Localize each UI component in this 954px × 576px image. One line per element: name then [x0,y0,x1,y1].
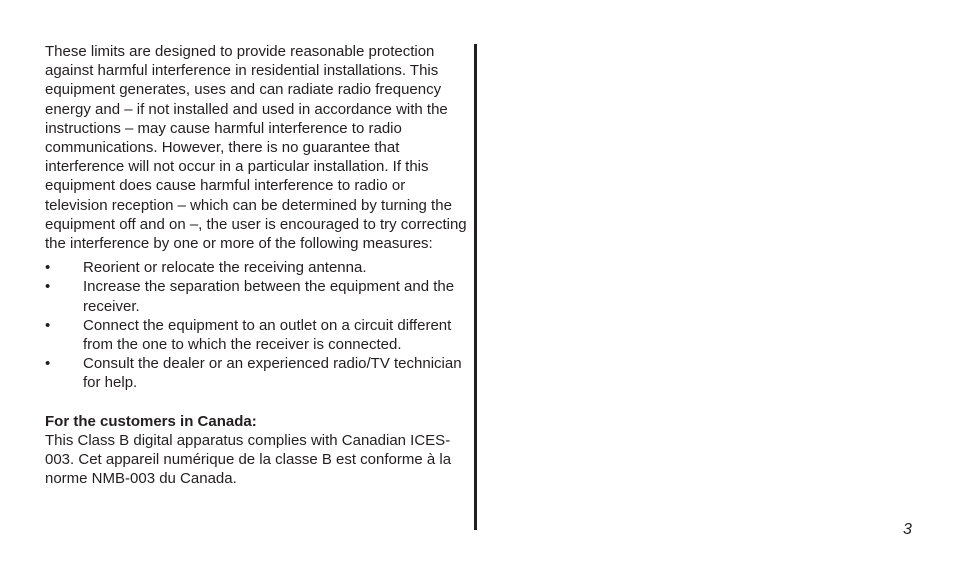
list-item-text: Connect the equipment to an outlet on a circuit different from the one to which the receiver is connected. [83,316,452,354]
list-item-text: Increase the separation between the equipment and the receiver. [83,278,455,315]
bullet-icon: • [45,259,51,277]
text-column [45,42,470,488]
canada-compliance-text: This Class B digital apparatus complies with Canadian ICES-003. Cet appareil numérique de la classe B est conforme à la norme NMB-003 du Canada. [45,431,452,488]
list-item [45,258,470,277]
list-item-text: Reorient or relocate the receiving antenna. [83,259,367,277]
canada-heading: For the customers in Canada: [45,412,257,430]
bullet-icon: • [45,278,51,296]
list-item [45,277,470,315]
bullet-icon: • [45,316,51,334]
list-item [45,354,470,392]
intro-paragraph: These limits are designed to provide reasonable protection against harmful interference in residential installations. This equipment generates, uses and can radiate radio frequency energy and – if not installed and used in accordance with the instructions – may cause harmful interference to radio communications. However, there is no guarantee that interference will not occur in a particular installation. If this equipment does cause harmful interference to radio or television reception – which can be determined by turning the equipment off and on –, the user is encouraged to try correcting the interference by one or more of the following measures: [45,43,467,253]
list-item [45,316,470,354]
measures-list [45,258,470,392]
column-divider [474,44,477,530]
page-number: 3 [903,521,912,538]
list-item-text: Consult the dealer or an experienced radio/TV technician for help. [83,355,462,392]
bullet-icon: • [45,355,51,373]
